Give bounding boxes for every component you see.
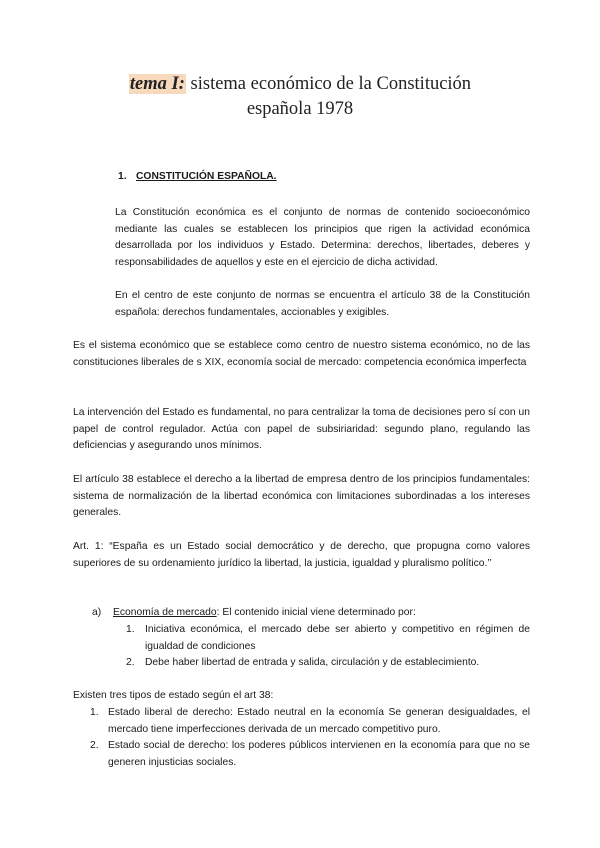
- list-item-number: 2.: [90, 740, 99, 751]
- title-line-2: española 1978: [246, 99, 354, 119]
- title-text: sistema económico de la Constitución: [185, 74, 472, 94]
- states-intro: Existen tres tipos de estado según el art 38:: [73, 690, 274, 701]
- paragraph-4: La intervención del Estado es fundamental, no para centralizar la toma de decisiones pero sí con un papel de control regulador. Actúa con papel de subsiriaridad: segundo plano, regulando las deficiencias y asegurando unos mínimos.: [73, 407, 530, 451]
- paragraph-2: [115, 288, 530, 321]
- list-item-number: 1.: [126, 624, 135, 635]
- document-title: [0, 72, 600, 122]
- paragraph-6: Art. 1: “España es un Estado social democrático y de derecho, que propugna como valores superiores de su ordenamiento jurídico la libertad, la justicia, igualdad y pluralismo político.’’: [73, 541, 530, 569]
- paragraph-1-text: La Constitución económica es el conjunto de normas de contenido socioeconómico mediante las cuales se establecen los principios que rigen la actividad económica desarrollada por los individuos y Estado. Determina: derechos, libertades, deberes y responsabilidades de aquellos y este en el ejercicio de dicha actividad.: [115, 207, 530, 268]
- section-title: CONSTITUCIÓN ESPAÑOLA.: [136, 171, 277, 182]
- paragraph-5: El artículo 38 establece el derecho a la libertad de empresa dentro de los principios fundamentales: sistema de normalización de la libertad económica con limitaciones subordinadas a los intereses generales.: [73, 474, 530, 518]
- subsection-marker: a): [92, 607, 102, 618]
- list-item-text: Iniciativa económica, el mercado debe ser abierto y competitivo en régimen de igualdad de condiciones: [145, 624, 530, 652]
- subsection-heading: [113, 605, 416, 622]
- list-item-text: Debe haber libertad de entrada y salida, circulación y de establecimiento.: [145, 657, 480, 668]
- paragraph-3: Es el sistema económico que se establece como centro de nuestro sistema económico, no de las constituciones liberales de s XIX, economía social de mercado: competencia económica imperfecta: [73, 340, 530, 368]
- list-item-number: 2.: [126, 657, 135, 668]
- list-item-text: Estado social de derecho: los poderes públicos intervienen en la economía para que no se generen injusticias sociales.: [108, 740, 530, 768]
- title-line-1: [0, 72, 600, 97]
- subsection-heading-underlined: Economía de mercado: [113, 607, 217, 618]
- paragraph-1: [115, 205, 530, 271]
- subsection-heading-rest: : El contenido inicial viene determinado por:: [216, 607, 416, 618]
- list-item-number: 1.: [90, 707, 99, 718]
- paragraph-2-text: En el centro de este conjunto de normas se encuentra el artículo 38 de la Constitución española: derechos fundamentales, accionables y exigibles.: [115, 290, 530, 318]
- section-number: 1.: [118, 171, 127, 182]
- title-prefix: tema I:: [129, 74, 185, 94]
- list-item-text: Estado liberal de derecho: Estado neutral en la economía Se generan desigualdades, el mercado tiene imperfecciones derivada de un mercado competitivo puro.: [108, 707, 530, 735]
